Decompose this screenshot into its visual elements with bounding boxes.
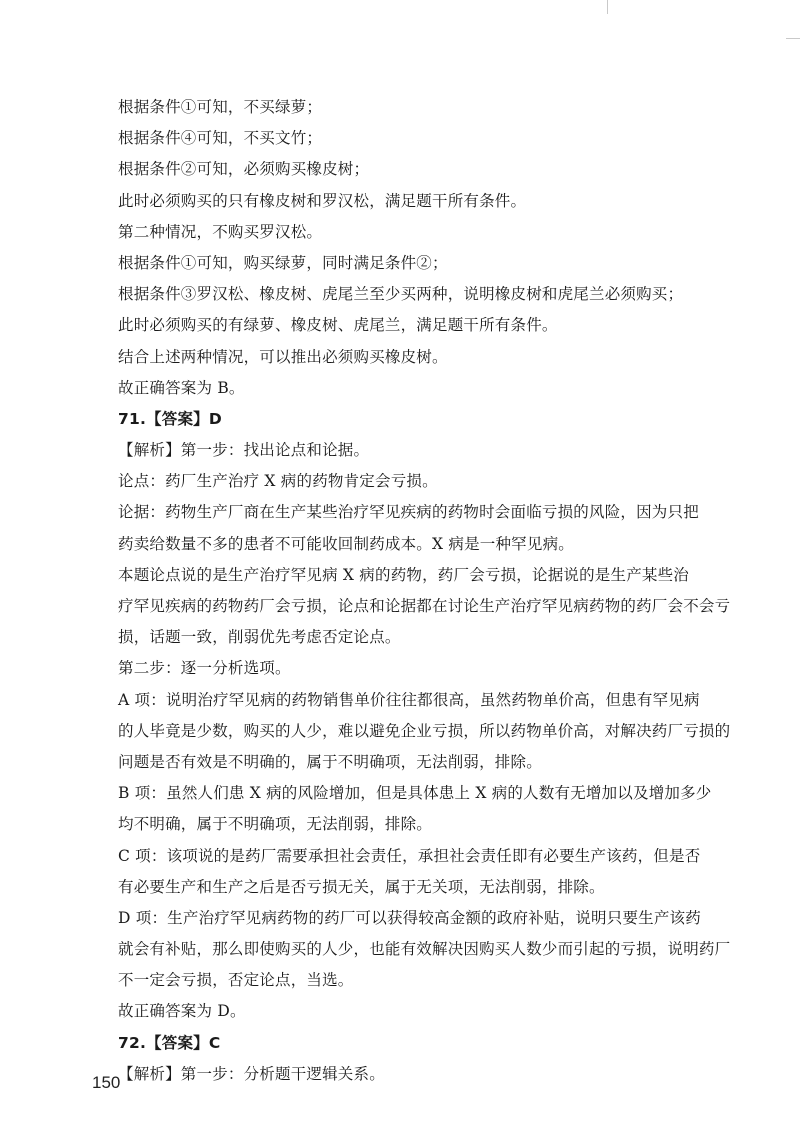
text-line: 此时必须购买的有绿萝、橡皮树、虎尾兰，满足题干所有条件。 (118, 316, 558, 335)
text-line: 第二种情况，不购买罗汉松。 (118, 222, 323, 241)
analysis-heading: 【解析】第一步：分析题干逻辑关系。 (118, 1064, 385, 1083)
text-line: 根据条件②可知，必须购买橡皮树； (118, 160, 370, 179)
text-line: 本题论点说的是生产治疗罕见病 X 病的药物，药厂会亏损，论据说的是生产某些治 (118, 565, 689, 584)
option-b-text: B 项：虽然人们患 X 病的风险增加，但是具体患上 X 病的人数有无增加以及增加多少 (118, 784, 712, 803)
body-text (118, 92, 731, 1090)
text-line: 第二步：逐一分析选项。 (118, 659, 291, 678)
text-line: 药卖给数量不多的患者不可能收回制药成本。X 病是一种罕见病。 (118, 534, 574, 553)
option-a-text: A 项：说明治疗罕见病的药物销售单价往往都很高，虽然药物单价高，但患有罕见病 (118, 690, 700, 709)
text-line: 根据条件①可知，购买绿萝，同时满足条件②； (118, 253, 448, 272)
text-line: 论点：药厂生产治疗 X 病的药物肯定会亏损。 (118, 472, 438, 491)
edge-mark-top (607, 0, 608, 14)
text-line: 不一定会亏损，否定论点，当选。 (118, 971, 354, 990)
text-line: 均不明确，属于不明确项，无法削弱，排除。 (118, 815, 433, 834)
text-line: 此时必须购买的只有橡皮树和罗汉松，满足题干所有条件。 (118, 191, 527, 210)
answer-heading-72: 72.【答案】C (118, 1033, 221, 1052)
text-line: 疗罕见疾病的药物药厂会亏损，论点和论据都在讨论生产治疗罕见病药物的药厂会不会亏 (118, 597, 731, 615)
text-line: 根据条件①可知，不买绿萝； (118, 98, 323, 116)
edge-mark-right (786, 38, 800, 39)
text-line: 根据条件③罗汉松、橡皮树、虎尾兰至少买两种，说明橡皮树和虎尾兰必须购买； (118, 285, 684, 304)
answer-heading-71: 71.【答案】D (118, 409, 222, 428)
text-line: 故正确答案为 B。 (118, 378, 245, 397)
text-line: 就会有补贴，那么即使购买的人少，也能有效解决因购买人数少而引起的亏损，说明药厂 (118, 940, 731, 959)
text-line: 结合上述两种情况，可以推出必须购买橡皮树。 (118, 347, 448, 366)
option-c-text: C 项：该项说的是药厂需要承担社会责任，承担社会责任即有必要生产该药，但是否 (118, 846, 701, 865)
text-line: 的人毕竟是少数，购买的人少，难以避免企业亏损，所以药物单价高，对解决药厂亏损的 (118, 721, 731, 740)
text-line: 论据：药物生产厂商在生产某些治疗罕见疾病的药物时会面临亏损的风险，因为只把 (118, 503, 699, 522)
text-line: 有必要生产和生产之后是否亏损无关，属于无关项，无法削弱，排除。 (118, 877, 605, 896)
text-line: 故正确答案为 D。 (118, 1002, 246, 1021)
text-line: 根据条件④可知，不买文竹； (118, 129, 323, 148)
option-d-text: D 项：生产治疗罕见病药物的药厂可以获得较高金额的政府补贴，说明只要生产该药 (118, 908, 701, 927)
page-number: 150 (92, 1073, 121, 1092)
analysis-heading: 【解析】第一步：找出论点和论据。 (118, 441, 370, 460)
text-line: 问题是否有效是不明确的，属于不明确项，无法削弱，排除。 (118, 752, 542, 771)
text-line: 损，话题一致，削弱优先考虑否定论点。 (118, 628, 401, 647)
